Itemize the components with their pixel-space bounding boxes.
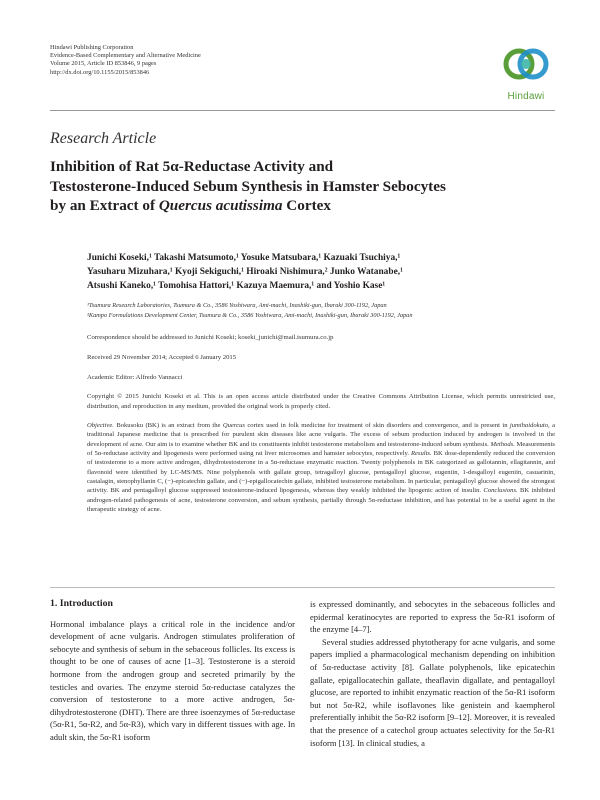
article-type: Research Article	[50, 130, 157, 147]
abstract-methods-label: Methods.	[490, 440, 515, 448]
abstract-conclusions-label: Conclusions.	[483, 487, 518, 495]
affiliation-1: ¹Tsumura Research Laboratories, Tsumura & Co., 3586 Yoshiwara, Ami-machi, Inashiki-gun, Ibaraki 300-1192, Japan	[87, 302, 387, 309]
received-date: Received 29 November 2014; Accepted 6 January 2015	[87, 354, 237, 361]
author-line-2: Yasuharu Mizuhara,¹ Kyoji Sekiguchi,¹ Hiroaki Nishimura,² Junko Watanabe,¹	[87, 267, 403, 278]
left-column	[50, 598, 295, 744]
abstract-results-label: Results.	[410, 450, 432, 458]
abstract-term: jumihaidokuto	[509, 422, 549, 429]
abstract-results-text: BK dose-dependently reduced the conversion of testosterone to a more active androgen, dihydrotestosterone in a 5α-reductase enzymatic reaction. Twenty polyphenols in BK categorized as gallotannin, ellagitannin, and flavonoid were identified by LC-MS/MS. Nine polyphenols with gallate group, tetragalloyl glucose, pentagalloyl glucose, eugeniin, 1-desgalloyl eugeniin, casuarinin, castalagin, stenophyllanin C, (−)-epicatechin gallate, and (−)-epigallocatechin gallate, inhibited testosterone metabolism. In particular, pentagalloyl glucose showed the strongest activity. BK and pentagalloyl glucose suppressed testosterone-induced lipogenesis, whereas they weakly inhibited the lipogenic action of insulin.	[87, 450, 555, 495]
title-line-3-suffix: Cortex	[282, 197, 331, 214]
doi-link[interactable]: http://dx.doi.org/10.1155/2015/853846	[50, 68, 150, 76]
abstract-methods-text: Measurements of 5α-reductase activity and lipogenesis were performed using rat liver microsomes and hamster sebocytes, respectively.	[87, 440, 555, 458]
abstract-objective-text-b: cortex used in folk medicine for treatment of skin disorders and convergence, and is present in	[244, 422, 510, 429]
title-line-3-prefix: by an Extract of	[50, 197, 159, 214]
intro-paragraph-1: Hormonal imbalance plays a critical role in the incidence and/or development of acne vulgaris. Androgen stimulates proliferation of sebocyte and synthesis of sebum in the sebaceous follicles. Its excess is thought to be one of causes of acne [1–3]. Testosterone is a steroid hormone from the androgen group and secreted primarily by the testicles and ovaries. The enzyme steroid 5α-reductase catalyzes the conversion of testosterone to a more active androgen, 5α-dihydrotestosterone (DHT). There are three isoenzymes of 5α-reductase (5α-R1, 5α-R2, and 5α-R3), which vary in different tissues with age. In adult skin, the 5α-R1 isoform	[50, 618, 295, 742]
abstract-conclusions-text: BK inhibited androgen-related pathogenesis of acne, testosterone conversion, and sebum synthesis, partially through 5α-reductase inhibition, and has potential to be a useful agent in the therapeutic strategy of acne.	[87, 487, 555, 514]
volume-line: Volume 2015, Article ID 853846, 9 pages	[50, 60, 157, 68]
author-line-1: Junichi Koseki,¹ Takashi Matsumoto,¹ Yosuke Matsubara,¹ Kazuaki Tsuchiya,¹	[87, 253, 401, 263]
abstract-objective-text-a: Bokusoku (BK) is an extract from the	[113, 422, 223, 429]
article-title	[50, 157, 555, 216]
affiliation-2: ²Kampo Formulations Development Center, Tsumura & Co., 3586 Yoshiwara, Ami-machi, Inashiki-gun, Ibaraki 300-1192, Japan	[87, 312, 413, 320]
title-species: Quercus acutissima	[158, 197, 283, 214]
abstract	[87, 421, 555, 514]
section-divider	[50, 587, 555, 588]
abstract-objective-label: Objective.	[87, 422, 114, 429]
journal-name: Evidence-Based Complementary and Alternative Medicine	[50, 52, 201, 60]
abstract-species: Quercus	[222, 422, 245, 429]
logo-wordmark: Hindawi	[507, 91, 545, 102]
intro-heading: 1. Introduction	[50, 598, 113, 609]
academic-editor: Academic Editor: Alfredo Vannacci	[87, 374, 183, 381]
author-list	[87, 251, 557, 294]
title-line-2: Testosterone-Induced Sebum Synthesis in Hamster Sebocytes	[50, 177, 446, 195]
journal-header	[50, 44, 201, 77]
header-divider	[50, 110, 555, 111]
publisher-name: Hindawi Publishing Corporation	[50, 44, 134, 51]
affiliations	[87, 301, 555, 322]
title-line-1: Inhibition of Rat 5α-Reductase Activity and	[50, 158, 334, 175]
copyright-notice: Copyright © 2015 Junichi Koseki et al. This is an open access article distributed under the Creative Commons Attribution License, which permits unrestricted use, distribution, and reproduction in any medium, provided the original work is properly cited.	[87, 393, 555, 411]
intro-paragraph-2: Several studies addressed phytotherapy for acne vulgaris, and some papers implied a pharmacological mechanism depending on inhibition of 5α-reductase activity [8]. Gallate polyphenols, like epicatechin gallate, epigallocatechin gallate, theaflavin digallate, and pentagalloyl glucose, are reported to inhibit enzymatic reaction of the 5α-R1 isoform but not 5α-R2, while isoflavones like genistein and kaempherol preferentially inhibit the 5α-R2 isoform [9–12]. Moreover, it is revealed that the presence of a catechol group actuates selectivity for the 5α-R1 isoform [13]. In clinical studies, a	[310, 636, 555, 748]
correspondence: Correspondence should be addressed to Junichi Koseki; koseki_junichi@mail.tsumura.co.jp	[87, 334, 334, 341]
author-line-3: Atsushi Kaneko,¹ Tomohisa Hattori,¹ Kazuya Maemura,¹ and Yoshio Kase¹	[87, 281, 386, 292]
right-column	[310, 598, 555, 749]
intro-paragraph-1-cont: is expressed dominantly, and sebocytes in the sebaceous follicles and epidermal keratinocytes are reported to express the 5α-R1 isoform of the enzyme [4–7].	[310, 599, 555, 635]
abstract-objective-text-c: , a traditional Japanese medicine that is prescribed for purulent skin diseases like acne vulgaris. The excess of sebum production induced by androgen is involved in the development of acne. Our aim is to examine whether BK and its constituents inhibit testosterone metabolism and testosterone-induced sebum synthesis.	[87, 422, 555, 448]
